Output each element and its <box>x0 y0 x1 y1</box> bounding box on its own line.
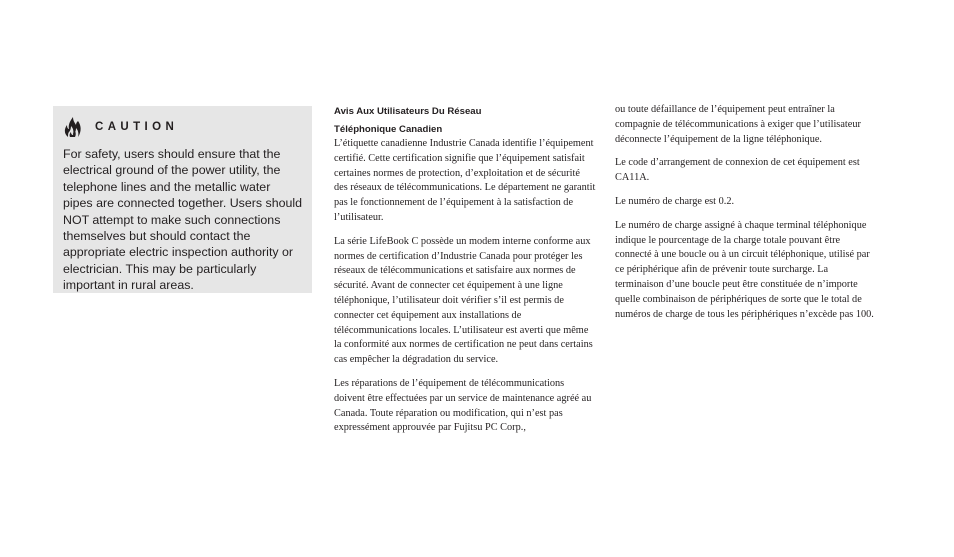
caution-text: For safety, users should ensure that the electrical ground of the power utility, the telephone lines and the metallic water pipes are connected together. Users should NOT attempt to make such connections themselves but should contact the appropriate electric inspection authority or electrician. This may be particularly important in rural areas. <box>63 147 303 293</box>
notice-column-left <box>334 103 596 445</box>
notice-paragraph: Les réparations de l’équipement de télécommunications doivent être effectuées par un service de maintenance agréé au Canada. Toute réparation ou modification, qui n’est pas expressément approuvée par Fujitsu PC Corp., <box>334 377 592 434</box>
notice-paragraph: L’étiquette canadienne Industrie Canada identifie l’équipement certifié. Cette certification signifie que l’équipement satisfait certaines normes de protection, d’exploitation et de sécurité des réseaux de télécommunications. Le département ne garantit pas le fonctionnement de l’équipement à la satisfaction de l’utilisateur. <box>334 138 596 223</box>
caution-box <box>53 106 312 293</box>
notice-heading-line2: Téléphonique Canadien <box>334 124 443 135</box>
notice-paragraph: ou toute défaillance de l’équipement peut entraîner la compagnie de télécommunications à exiger que l’utilisateur déconnecte l’équipement de la ligne téléphonique. <box>615 104 861 145</box>
caution-title: CAUTION <box>95 121 179 133</box>
notice-paragraph: Le code d’arrangement de connexion de cet équipement est CA11A. <box>615 157 860 184</box>
notice-heading-line1: Avis Aux Utilisateurs Du Réseau <box>334 106 482 117</box>
notice-paragraph: La série LifeBook C possède un modem interne conforme aux normes de certification d’Industrie Canada pour protéger les réseaux de télécommunications et satisfaire aux normes de sécurité. Avant de connecter cet équipement à une ligne téléphonique, l’utilisateur doit vérifier s’il est permis de connecter cet équipement aux installations de télécommunications locales. L’utilisateur est averti que même la conformité aux normes de certification ne peut dans certains cas empêcher la dégradation du service. <box>334 235 593 366</box>
notice-column-right <box>615 103 877 331</box>
notice-paragraph: Le numéro de charge est 0.2. <box>615 195 735 207</box>
notice-paragraph: Le numéro de charge assigné à chaque terminal téléphonique indique le pourcentage de la charge totale pouvant être connecté à une boucle ou à un circuit téléphonique, utilisé par ce périphérique afin de prévenir toute surcharge. La terminaison d’une boucle peut être constituée de n’importe quelle combinaison de périphériques de sorte que le total de numéros de charge de tous les périphériques n’excède pas 100. <box>615 219 874 320</box>
caution-header <box>63 114 302 140</box>
fire-hazard-icon <box>63 116 83 138</box>
